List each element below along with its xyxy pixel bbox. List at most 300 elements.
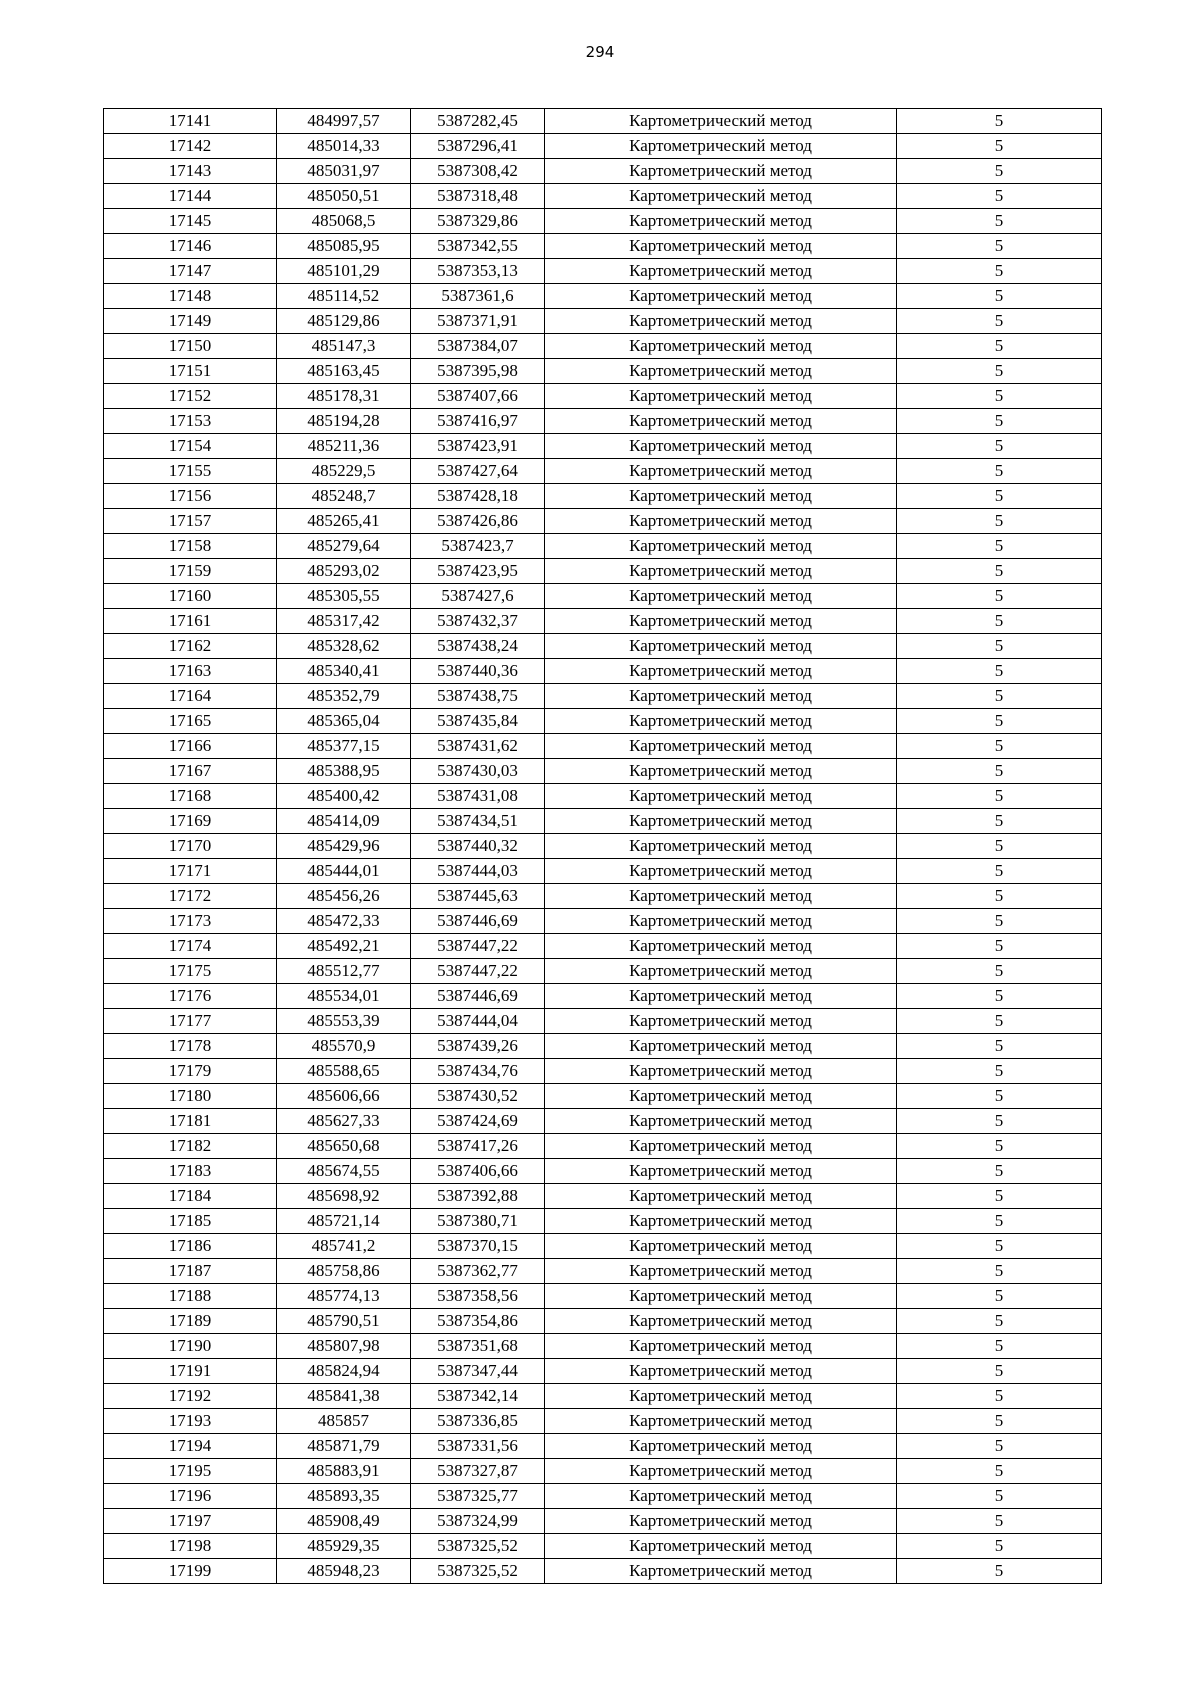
accuracy-cell: 5 [897, 934, 1102, 959]
table-row [104, 384, 1102, 409]
table-row [104, 659, 1102, 684]
method-cell: Картометрический метод [545, 884, 897, 909]
coordinates-table-body [104, 109, 1102, 1584]
x-coordinate-cell: 485472,33 [277, 909, 411, 934]
x-coordinate-cell: 485893,35 [277, 1484, 411, 1509]
point-number-cell: 17152 [104, 384, 277, 409]
x-coordinate-cell: 485068,5 [277, 209, 411, 234]
accuracy-cell: 5 [897, 1184, 1102, 1209]
point-number-cell: 17147 [104, 259, 277, 284]
point-number-cell: 17183 [104, 1159, 277, 1184]
accuracy-cell: 5 [897, 659, 1102, 684]
table-row [104, 1559, 1102, 1584]
y-coordinate-cell: 5387434,76 [411, 1059, 545, 1084]
y-coordinate-cell: 5387447,22 [411, 934, 545, 959]
table-row [104, 409, 1102, 434]
point-number-cell: 17177 [104, 1009, 277, 1034]
table-row [104, 1259, 1102, 1284]
accuracy-cell: 5 [897, 434, 1102, 459]
method-cell: Картометрический метод [545, 234, 897, 259]
method-cell: Картометрический метод [545, 1309, 897, 1334]
y-coordinate-cell: 5387370,15 [411, 1234, 545, 1259]
table-row [104, 184, 1102, 209]
table-row [104, 1034, 1102, 1059]
y-coordinate-cell: 5387371,91 [411, 309, 545, 334]
point-number-cell: 17159 [104, 559, 277, 584]
point-number-cell: 17194 [104, 1434, 277, 1459]
accuracy-cell: 5 [897, 834, 1102, 859]
accuracy-cell: 5 [897, 1334, 1102, 1359]
method-cell: Картометрический метод [545, 984, 897, 1009]
y-coordinate-cell: 5387446,69 [411, 909, 545, 934]
table-row [104, 1359, 1102, 1384]
x-coordinate-cell: 485883,91 [277, 1459, 411, 1484]
x-coordinate-cell: 485101,29 [277, 259, 411, 284]
y-coordinate-cell: 5387282,45 [411, 109, 545, 134]
x-coordinate-cell: 485328,62 [277, 634, 411, 659]
method-cell: Картометрический метод [545, 909, 897, 934]
method-cell: Картометрический метод [545, 1209, 897, 1234]
y-coordinate-cell: 5387439,26 [411, 1034, 545, 1059]
y-coordinate-cell: 5387423,91 [411, 434, 545, 459]
y-coordinate-cell: 5387430,03 [411, 759, 545, 784]
y-coordinate-cell: 5387445,63 [411, 884, 545, 909]
y-coordinate-cell: 5387358,56 [411, 1284, 545, 1309]
y-coordinate-cell: 5387308,42 [411, 159, 545, 184]
table-row [104, 1009, 1102, 1034]
method-cell: Картометрический метод [545, 1409, 897, 1434]
x-coordinate-cell: 485871,79 [277, 1434, 411, 1459]
accuracy-cell: 5 [897, 259, 1102, 284]
y-coordinate-cell: 5387406,66 [411, 1159, 545, 1184]
accuracy-cell: 5 [897, 234, 1102, 259]
table-row [104, 284, 1102, 309]
table-row [104, 534, 1102, 559]
x-coordinate-cell: 485650,68 [277, 1134, 411, 1159]
point-number-cell: 17182 [104, 1134, 277, 1159]
point-number-cell: 17153 [104, 409, 277, 434]
method-cell: Картометрический метод [545, 609, 897, 634]
method-cell: Картометрический метод [545, 1134, 897, 1159]
y-coordinate-cell: 5387438,24 [411, 634, 545, 659]
table-row [104, 434, 1102, 459]
accuracy-cell: 5 [897, 334, 1102, 359]
y-coordinate-cell: 5387331,56 [411, 1434, 545, 1459]
point-number-cell: 17176 [104, 984, 277, 1009]
method-cell: Картометрический метод [545, 159, 897, 184]
method-cell: Картометрический метод [545, 434, 897, 459]
accuracy-cell: 5 [897, 284, 1102, 309]
y-coordinate-cell: 5387342,55 [411, 234, 545, 259]
x-coordinate-cell: 485534,01 [277, 984, 411, 1009]
x-coordinate-cell: 485279,64 [277, 534, 411, 559]
x-coordinate-cell: 485627,33 [277, 1109, 411, 1134]
method-cell: Картометрический метод [545, 859, 897, 884]
table-row [104, 984, 1102, 1009]
point-number-cell: 17195 [104, 1459, 277, 1484]
point-number-cell: 17186 [104, 1234, 277, 1259]
x-coordinate-cell: 484997,57 [277, 109, 411, 134]
method-cell: Картометрический метод [545, 809, 897, 834]
x-coordinate-cell: 485305,55 [277, 584, 411, 609]
point-number-cell: 17191 [104, 1359, 277, 1384]
y-coordinate-cell: 5387325,52 [411, 1559, 545, 1584]
method-cell: Картометрический метод [545, 1059, 897, 1084]
point-number-cell: 17174 [104, 934, 277, 959]
table-row [104, 1309, 1102, 1334]
x-coordinate-cell: 485085,95 [277, 234, 411, 259]
x-coordinate-cell: 485229,5 [277, 459, 411, 484]
method-cell: Картометрический метод [545, 634, 897, 659]
x-coordinate-cell: 485857 [277, 1409, 411, 1434]
y-coordinate-cell: 5387446,69 [411, 984, 545, 1009]
x-coordinate-cell: 485414,09 [277, 809, 411, 834]
accuracy-cell: 5 [897, 1259, 1102, 1284]
method-cell: Картометрический метод [545, 1534, 897, 1559]
x-coordinate-cell: 485790,51 [277, 1309, 411, 1334]
method-cell: Картометрический метод [545, 584, 897, 609]
x-coordinate-cell: 485163,45 [277, 359, 411, 384]
x-coordinate-cell: 485588,65 [277, 1059, 411, 1084]
point-number-cell: 17175 [104, 959, 277, 984]
table-row [104, 859, 1102, 884]
point-number-cell: 17162 [104, 634, 277, 659]
x-coordinate-cell: 485841,38 [277, 1384, 411, 1409]
x-coordinate-cell: 485721,14 [277, 1209, 411, 1234]
x-coordinate-cell: 485908,49 [277, 1509, 411, 1534]
method-cell: Картометрический метод [545, 284, 897, 309]
table-row [104, 1509, 1102, 1534]
method-cell: Картометрический метод [545, 484, 897, 509]
table-row [104, 1209, 1102, 1234]
x-coordinate-cell: 485674,55 [277, 1159, 411, 1184]
table-row [104, 1234, 1102, 1259]
method-cell: Картометрический метод [545, 1559, 897, 1584]
y-coordinate-cell: 5387318,48 [411, 184, 545, 209]
point-number-cell: 17166 [104, 734, 277, 759]
method-cell: Картометрический метод [545, 409, 897, 434]
accuracy-cell: 5 [897, 684, 1102, 709]
accuracy-cell: 5 [897, 1034, 1102, 1059]
table-row [104, 484, 1102, 509]
point-number-cell: 17185 [104, 1209, 277, 1234]
method-cell: Картометрический метод [545, 1284, 897, 1309]
accuracy-cell: 5 [897, 384, 1102, 409]
method-cell: Картометрический метод [545, 359, 897, 384]
table-row [104, 1284, 1102, 1309]
table-row [104, 934, 1102, 959]
y-coordinate-cell: 5387325,52 [411, 1534, 545, 1559]
point-number-cell: 17160 [104, 584, 277, 609]
y-coordinate-cell: 5387430,52 [411, 1084, 545, 1109]
x-coordinate-cell: 485265,41 [277, 509, 411, 534]
x-coordinate-cell: 485014,33 [277, 134, 411, 159]
x-coordinate-cell: 485570,9 [277, 1034, 411, 1059]
x-coordinate-cell: 485317,42 [277, 609, 411, 634]
point-number-cell: 17197 [104, 1509, 277, 1534]
accuracy-cell: 5 [897, 884, 1102, 909]
point-number-cell: 17189 [104, 1309, 277, 1334]
table-row [104, 609, 1102, 634]
x-coordinate-cell: 485444,01 [277, 859, 411, 884]
accuracy-cell: 5 [897, 1159, 1102, 1184]
y-coordinate-cell: 5387392,88 [411, 1184, 545, 1209]
method-cell: Картометрический метод [545, 1384, 897, 1409]
method-cell: Картометрический метод [545, 959, 897, 984]
accuracy-cell: 5 [897, 1309, 1102, 1334]
point-number-cell: 17172 [104, 884, 277, 909]
point-number-cell: 17178 [104, 1034, 277, 1059]
method-cell: Картометрический метод [545, 834, 897, 859]
method-cell: Картометрический метод [545, 334, 897, 359]
table-row [104, 759, 1102, 784]
point-number-cell: 17181 [104, 1109, 277, 1134]
coordinates-table [103, 108, 1102, 1584]
table-row [104, 834, 1102, 859]
y-coordinate-cell: 5387444,03 [411, 859, 545, 884]
method-cell: Картометрический метод [545, 559, 897, 584]
x-coordinate-cell: 485948,23 [277, 1559, 411, 1584]
method-cell: Картометрический метод [545, 209, 897, 234]
y-coordinate-cell: 5387327,87 [411, 1459, 545, 1484]
y-coordinate-cell: 5387431,62 [411, 734, 545, 759]
point-number-cell: 17149 [104, 309, 277, 334]
accuracy-cell: 5 [897, 1509, 1102, 1534]
method-cell: Картометрический метод [545, 684, 897, 709]
method-cell: Картометрический метод [545, 509, 897, 534]
method-cell: Картометрический метод [545, 1009, 897, 1034]
x-coordinate-cell: 485429,96 [277, 834, 411, 859]
x-coordinate-cell: 485606,66 [277, 1084, 411, 1109]
x-coordinate-cell: 485377,15 [277, 734, 411, 759]
accuracy-cell: 5 [897, 309, 1102, 334]
table-row [104, 584, 1102, 609]
method-cell: Картометрический метод [545, 659, 897, 684]
method-cell: Картометрический метод [545, 1484, 897, 1509]
accuracy-cell: 5 [897, 1409, 1102, 1434]
method-cell: Картометрический метод [545, 1234, 897, 1259]
accuracy-cell: 5 [897, 509, 1102, 534]
y-coordinate-cell: 5387329,86 [411, 209, 545, 234]
point-number-cell: 17155 [104, 459, 277, 484]
accuracy-cell: 5 [897, 584, 1102, 609]
point-number-cell: 17161 [104, 609, 277, 634]
point-number-cell: 17150 [104, 334, 277, 359]
y-coordinate-cell: 5387423,95 [411, 559, 545, 584]
table-row [104, 634, 1102, 659]
x-coordinate-cell: 485774,13 [277, 1284, 411, 1309]
x-coordinate-cell: 485147,3 [277, 334, 411, 359]
method-cell: Картометрический метод [545, 259, 897, 284]
table-row [104, 1109, 1102, 1134]
y-coordinate-cell: 5387428,18 [411, 484, 545, 509]
method-cell: Картометрический метод [545, 1034, 897, 1059]
accuracy-cell: 5 [897, 1234, 1102, 1259]
point-number-cell: 17173 [104, 909, 277, 934]
x-coordinate-cell: 485129,86 [277, 309, 411, 334]
x-coordinate-cell: 485114,52 [277, 284, 411, 309]
method-cell: Картометрический метод [545, 534, 897, 559]
table-row [104, 1184, 1102, 1209]
accuracy-cell: 5 [897, 859, 1102, 884]
accuracy-cell: 5 [897, 1459, 1102, 1484]
method-cell: Картометрический метод [545, 784, 897, 809]
table-row [104, 909, 1102, 934]
y-coordinate-cell: 5387361,6 [411, 284, 545, 309]
point-number-cell: 17143 [104, 159, 277, 184]
table-row [104, 334, 1102, 359]
page-number: 294 [585, 43, 615, 61]
table-row [104, 309, 1102, 334]
x-coordinate-cell: 485050,51 [277, 184, 411, 209]
y-coordinate-cell: 5387407,66 [411, 384, 545, 409]
accuracy-cell: 5 [897, 1009, 1102, 1034]
point-number-cell: 17192 [104, 1384, 277, 1409]
y-coordinate-cell: 5387417,26 [411, 1134, 545, 1159]
y-coordinate-cell: 5387416,97 [411, 409, 545, 434]
table-row [104, 1459, 1102, 1484]
x-coordinate-cell: 485553,39 [277, 1009, 411, 1034]
point-number-cell: 17165 [104, 709, 277, 734]
x-coordinate-cell: 485340,41 [277, 659, 411, 684]
accuracy-cell: 5 [897, 609, 1102, 634]
table-row [104, 509, 1102, 534]
method-cell: Картометрический метод [545, 134, 897, 159]
point-number-cell: 17146 [104, 234, 277, 259]
accuracy-cell: 5 [897, 134, 1102, 159]
x-coordinate-cell: 485492,21 [277, 934, 411, 959]
table-row [104, 684, 1102, 709]
table-row [104, 1409, 1102, 1434]
method-cell: Картометрический метод [545, 934, 897, 959]
y-coordinate-cell: 5387347,44 [411, 1359, 545, 1384]
accuracy-cell: 5 [897, 559, 1102, 584]
table-row [104, 709, 1102, 734]
y-coordinate-cell: 5387435,84 [411, 709, 545, 734]
y-coordinate-cell: 5387384,07 [411, 334, 545, 359]
y-coordinate-cell: 5387447,22 [411, 959, 545, 984]
method-cell: Картометрический метод [545, 709, 897, 734]
y-coordinate-cell: 5387424,69 [411, 1109, 545, 1134]
point-number-cell: 17145 [104, 209, 277, 234]
x-coordinate-cell: 485698,92 [277, 1184, 411, 1209]
y-coordinate-cell: 5387342,14 [411, 1384, 545, 1409]
table-row [104, 1484, 1102, 1509]
accuracy-cell: 5 [897, 759, 1102, 784]
x-coordinate-cell: 485211,36 [277, 434, 411, 459]
y-coordinate-cell: 5387427,6 [411, 584, 545, 609]
accuracy-cell: 5 [897, 184, 1102, 209]
y-coordinate-cell: 5387325,77 [411, 1484, 545, 1509]
y-coordinate-cell: 5387362,77 [411, 1259, 545, 1284]
accuracy-cell: 5 [897, 1134, 1102, 1159]
accuracy-cell: 5 [897, 1534, 1102, 1559]
table-row [104, 134, 1102, 159]
method-cell: Картометрический метод [545, 1459, 897, 1484]
y-coordinate-cell: 5387423,7 [411, 534, 545, 559]
accuracy-cell: 5 [897, 1109, 1102, 1134]
method-cell: Картометрический метод [545, 1259, 897, 1284]
table-row [104, 1159, 1102, 1184]
accuracy-cell: 5 [897, 1359, 1102, 1384]
table-row [104, 259, 1102, 284]
point-number-cell: 17190 [104, 1334, 277, 1359]
point-number-cell: 17168 [104, 784, 277, 809]
point-number-cell: 17171 [104, 859, 277, 884]
method-cell: Картометрический метод [545, 459, 897, 484]
accuracy-cell: 5 [897, 484, 1102, 509]
accuracy-cell: 5 [897, 109, 1102, 134]
accuracy-cell: 5 [897, 534, 1102, 559]
point-number-cell: 17156 [104, 484, 277, 509]
x-coordinate-cell: 485365,04 [277, 709, 411, 734]
y-coordinate-cell: 5387438,75 [411, 684, 545, 709]
x-coordinate-cell: 485456,26 [277, 884, 411, 909]
accuracy-cell: 5 [897, 409, 1102, 434]
point-number-cell: 17187 [104, 1259, 277, 1284]
point-number-cell: 17170 [104, 834, 277, 859]
method-cell: Картометрический метод [545, 184, 897, 209]
accuracy-cell: 5 [897, 209, 1102, 234]
table-row [104, 884, 1102, 909]
y-coordinate-cell: 5387427,64 [411, 459, 545, 484]
x-coordinate-cell: 485194,28 [277, 409, 411, 434]
table-row [104, 784, 1102, 809]
accuracy-cell: 5 [897, 1434, 1102, 1459]
y-coordinate-cell: 5387434,51 [411, 809, 545, 834]
method-cell: Картометрический метод [545, 1359, 897, 1384]
x-coordinate-cell: 485178,31 [277, 384, 411, 409]
point-number-cell: 17148 [104, 284, 277, 309]
table-row [104, 109, 1102, 134]
y-coordinate-cell: 5387380,71 [411, 1209, 545, 1234]
point-number-cell: 17179 [104, 1059, 277, 1084]
table-row [104, 359, 1102, 384]
point-number-cell: 17193 [104, 1409, 277, 1434]
accuracy-cell: 5 [897, 784, 1102, 809]
y-coordinate-cell: 5387296,41 [411, 134, 545, 159]
x-coordinate-cell: 485807,98 [277, 1334, 411, 1359]
method-cell: Картометрический метод [545, 1434, 897, 1459]
accuracy-cell: 5 [897, 359, 1102, 384]
method-cell: Картометрический метод [545, 1509, 897, 1534]
accuracy-cell: 5 [897, 809, 1102, 834]
accuracy-cell: 5 [897, 709, 1102, 734]
table-row [104, 734, 1102, 759]
table-row [104, 209, 1102, 234]
point-number-cell: 17196 [104, 1484, 277, 1509]
point-number-cell: 17180 [104, 1084, 277, 1109]
table-row [104, 234, 1102, 259]
y-coordinate-cell: 5387353,13 [411, 259, 545, 284]
accuracy-cell: 5 [897, 159, 1102, 184]
table-row [104, 1434, 1102, 1459]
point-number-cell: 17158 [104, 534, 277, 559]
table-row [104, 809, 1102, 834]
y-coordinate-cell: 5387395,98 [411, 359, 545, 384]
y-coordinate-cell: 5387324,99 [411, 1509, 545, 1534]
y-coordinate-cell: 5387426,86 [411, 509, 545, 534]
y-coordinate-cell: 5387351,68 [411, 1334, 545, 1359]
point-number-cell: 17141 [104, 109, 277, 134]
accuracy-cell: 5 [897, 1059, 1102, 1084]
table-row [104, 959, 1102, 984]
accuracy-cell: 5 [897, 1384, 1102, 1409]
table-row [104, 559, 1102, 584]
point-number-cell: 17198 [104, 1534, 277, 1559]
x-coordinate-cell: 485388,95 [277, 759, 411, 784]
x-coordinate-cell: 485400,42 [277, 784, 411, 809]
